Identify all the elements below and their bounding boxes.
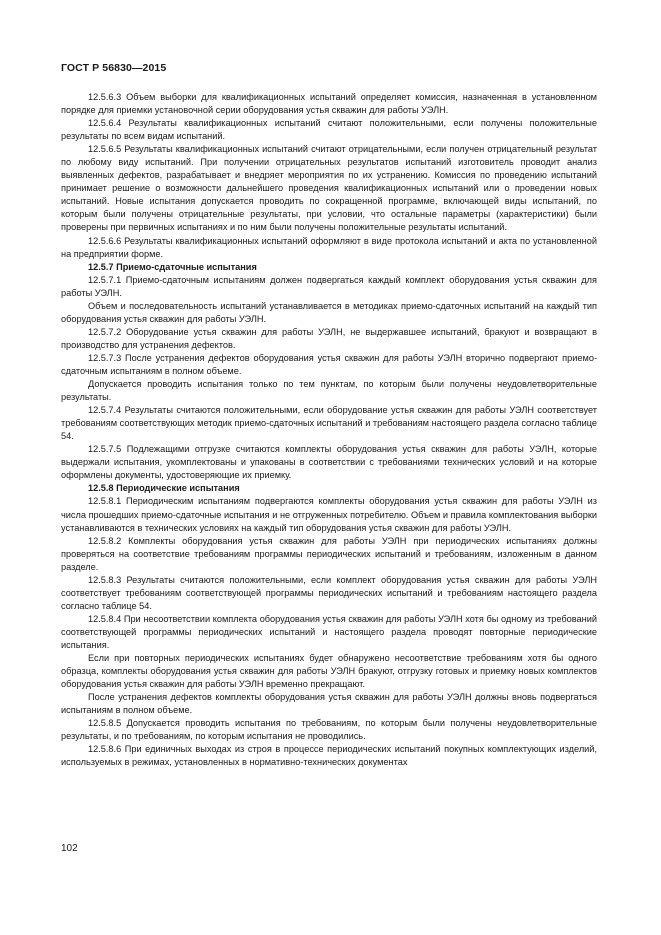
paragraph-12-5-8-1: 12.5.8.1 Периодическим испытаниям подвергаются комплекты оборудования устья скважин для работы УЭЛН из числа прошедших приемо-сдаточные испытания и не отгруженных потребителю. Объем и правила комплектования выборки устанавливаются в технических условиях на каждый тип оборудования устья скважин для работы УЭЛН.	[61, 496, 597, 533]
document-code-header: ГОСТ Р 56830—2015	[61, 62, 167, 74]
paragraph-12-5-8-2: 12.5.8.2 Комплекты оборудования устья скважин для работы УЭЛН при периодических испытаниях должны проверяться на соответствие требованиям программы периодических испытаний и требованиям, изложенным в данном разделе.	[61, 535, 597, 572]
paragraph-scope-sequence: Объем и последовательность испытаний устанавливается в методиках приемо-сдаточных испытаний на каждый тип оборудования устья скважин для работы УЭЛН.	[61, 300, 597, 324]
section-heading-12-5-7: 12.5.7 Приемо-сдаточные испытания	[88, 261, 257, 272]
paragraph-12-5-6-3: 12.5.6.3 Объем выборки для квалификационных испытаний определяет комиссия, назначенная в установленном порядке для приемки установочной серии оборудования устья скважин для работы УЭЛН.	[61, 92, 597, 116]
paragraph-after-defects: После устранения дефектов комплекты оборудования устья скважин для работы УЭЛН должны вновь подвергаться испытаниям в полном объеме.	[61, 692, 597, 716]
paragraph-12-5-7-4: 12.5.7.4 Результаты считаются положительными, если оборудование устья скважин для работы УЭЛН соответствует требованиям соответствующих методик приемо-сдаточных испытаний и требованиям настоящего раздела согласно таблице 54.	[61, 405, 597, 442]
paragraph-12-5-7-2: 12.5.7.2 Оборудование устья скважин для работы УЭЛН, не выдержавшее испытаний, бракуют и возвращают в производство для устранения дефектов.	[61, 326, 597, 350]
paragraph-12-5-6-5: 12.5.6.5 Результаты квалификационных испытаний считают отрицательными, если получен отрицательный результат по любому виду испытаний. При получении отрицательных результатов испытаний изготовитель проводит анализ выявленных дефектов, разрабатывает и внедряет мероприятия по их устранению. Комиссия по проведению испытаний принимает решение о возможности дальнейшего проведения квалификационных испытаний или о проведении новых испытаний. Новые испытания допускается проводить по сокращенной программе, включающей виды испытаний, по которым были получены отрицательные результаты, при условии, что остальные параметры (характеристики) были проверены при первичных испытаниях и по ним были получены положительные результаты испытаний.	[61, 144, 597, 233]
paragraph-retest-allowed: Допускается проводить испытания только по тем пунктам, по которым были получены неудовлетворительные результаты.	[61, 379, 597, 403]
paragraph-12-5-8-4: 12.5.8.4 При несоответствии комплекта оборудования устья скважин для работы УЭЛН хотя бы одному из требований соответствующей программы периодических испытаний и настоящего раздела проводят повторные периодические испытания.	[61, 613, 597, 650]
paragraph-12-5-6-6: 12.5.6.6 Результаты квалификационных испытаний оформляют в виде протокола испытаний и акта по установленной на предприятии форме.	[61, 235, 597, 259]
paragraph-12-5-8-3: 12.5.8.3 Результаты считаются положительными, если комплект оборудования устья скважин для работы УЭЛН соответствует требованиям соответствующей программы периодических испытаний и требованиям настоящего раздела согласно таблице 54.	[61, 574, 597, 611]
paragraph-12-5-8-5: 12.5.8.5 Допускается проводить испытания по требованиям, по которым были получены неудовлетворительные результаты, и по требованиям, по которым испытания не проводились.	[61, 718, 597, 742]
paragraph-12-5-7-5: 12.5.7.5 Подлежащими отгрузке считаются комплекты оборудования устья скважин для работы УЭЛН, которые выдержали испытания, укомплектованы и упакованы в соответствии с требованиями технических условий и на которые оформлены документы, удостоверяющие их приемку.	[61, 444, 597, 481]
paragraph-12-5-6-4: 12.5.6.4 Результаты квалификационных испытаний считают положительными, если получены положительные результаты по всем видам испытаний.	[61, 118, 597, 142]
document-body	[61, 91, 597, 769]
section-heading-12-5-8: 12.5.8 Периодические испытания	[88, 483, 240, 494]
page-number: 102	[61, 843, 78, 854]
paragraph-12-5-8-6: 12.5.8.6 При единичных выходах из строя в процессе периодических испытаний покупных комплектующих изделий, используемых в режимах, установленных в нормативно-технических документах	[61, 744, 597, 768]
paragraph-repeat-nonconformity: Если при повторных периодических испытаниях будет обнаружено несоответствие требованиям хотя бы одного образца, комплекты оборудования устья скважин для работы УЭЛН бракуют, отгрузку готовых и приемку новых комплектов оборудования устья скважин для работы УЭЛН временно прекращают.	[61, 653, 597, 690]
paragraph-12-5-7-1: 12.5.7.1 Приемо-сдаточным испытаниям должен подвергаться каждый комплект оборудования устья скважин для работы УЭЛН.	[61, 274, 597, 298]
paragraph-12-5-7-3: 12.5.7.3 После устранения дефектов оборудования устья скважин для работы УЭЛН вторично подвергают приемо-сдаточным испытаниям в полном объеме.	[61, 352, 597, 376]
